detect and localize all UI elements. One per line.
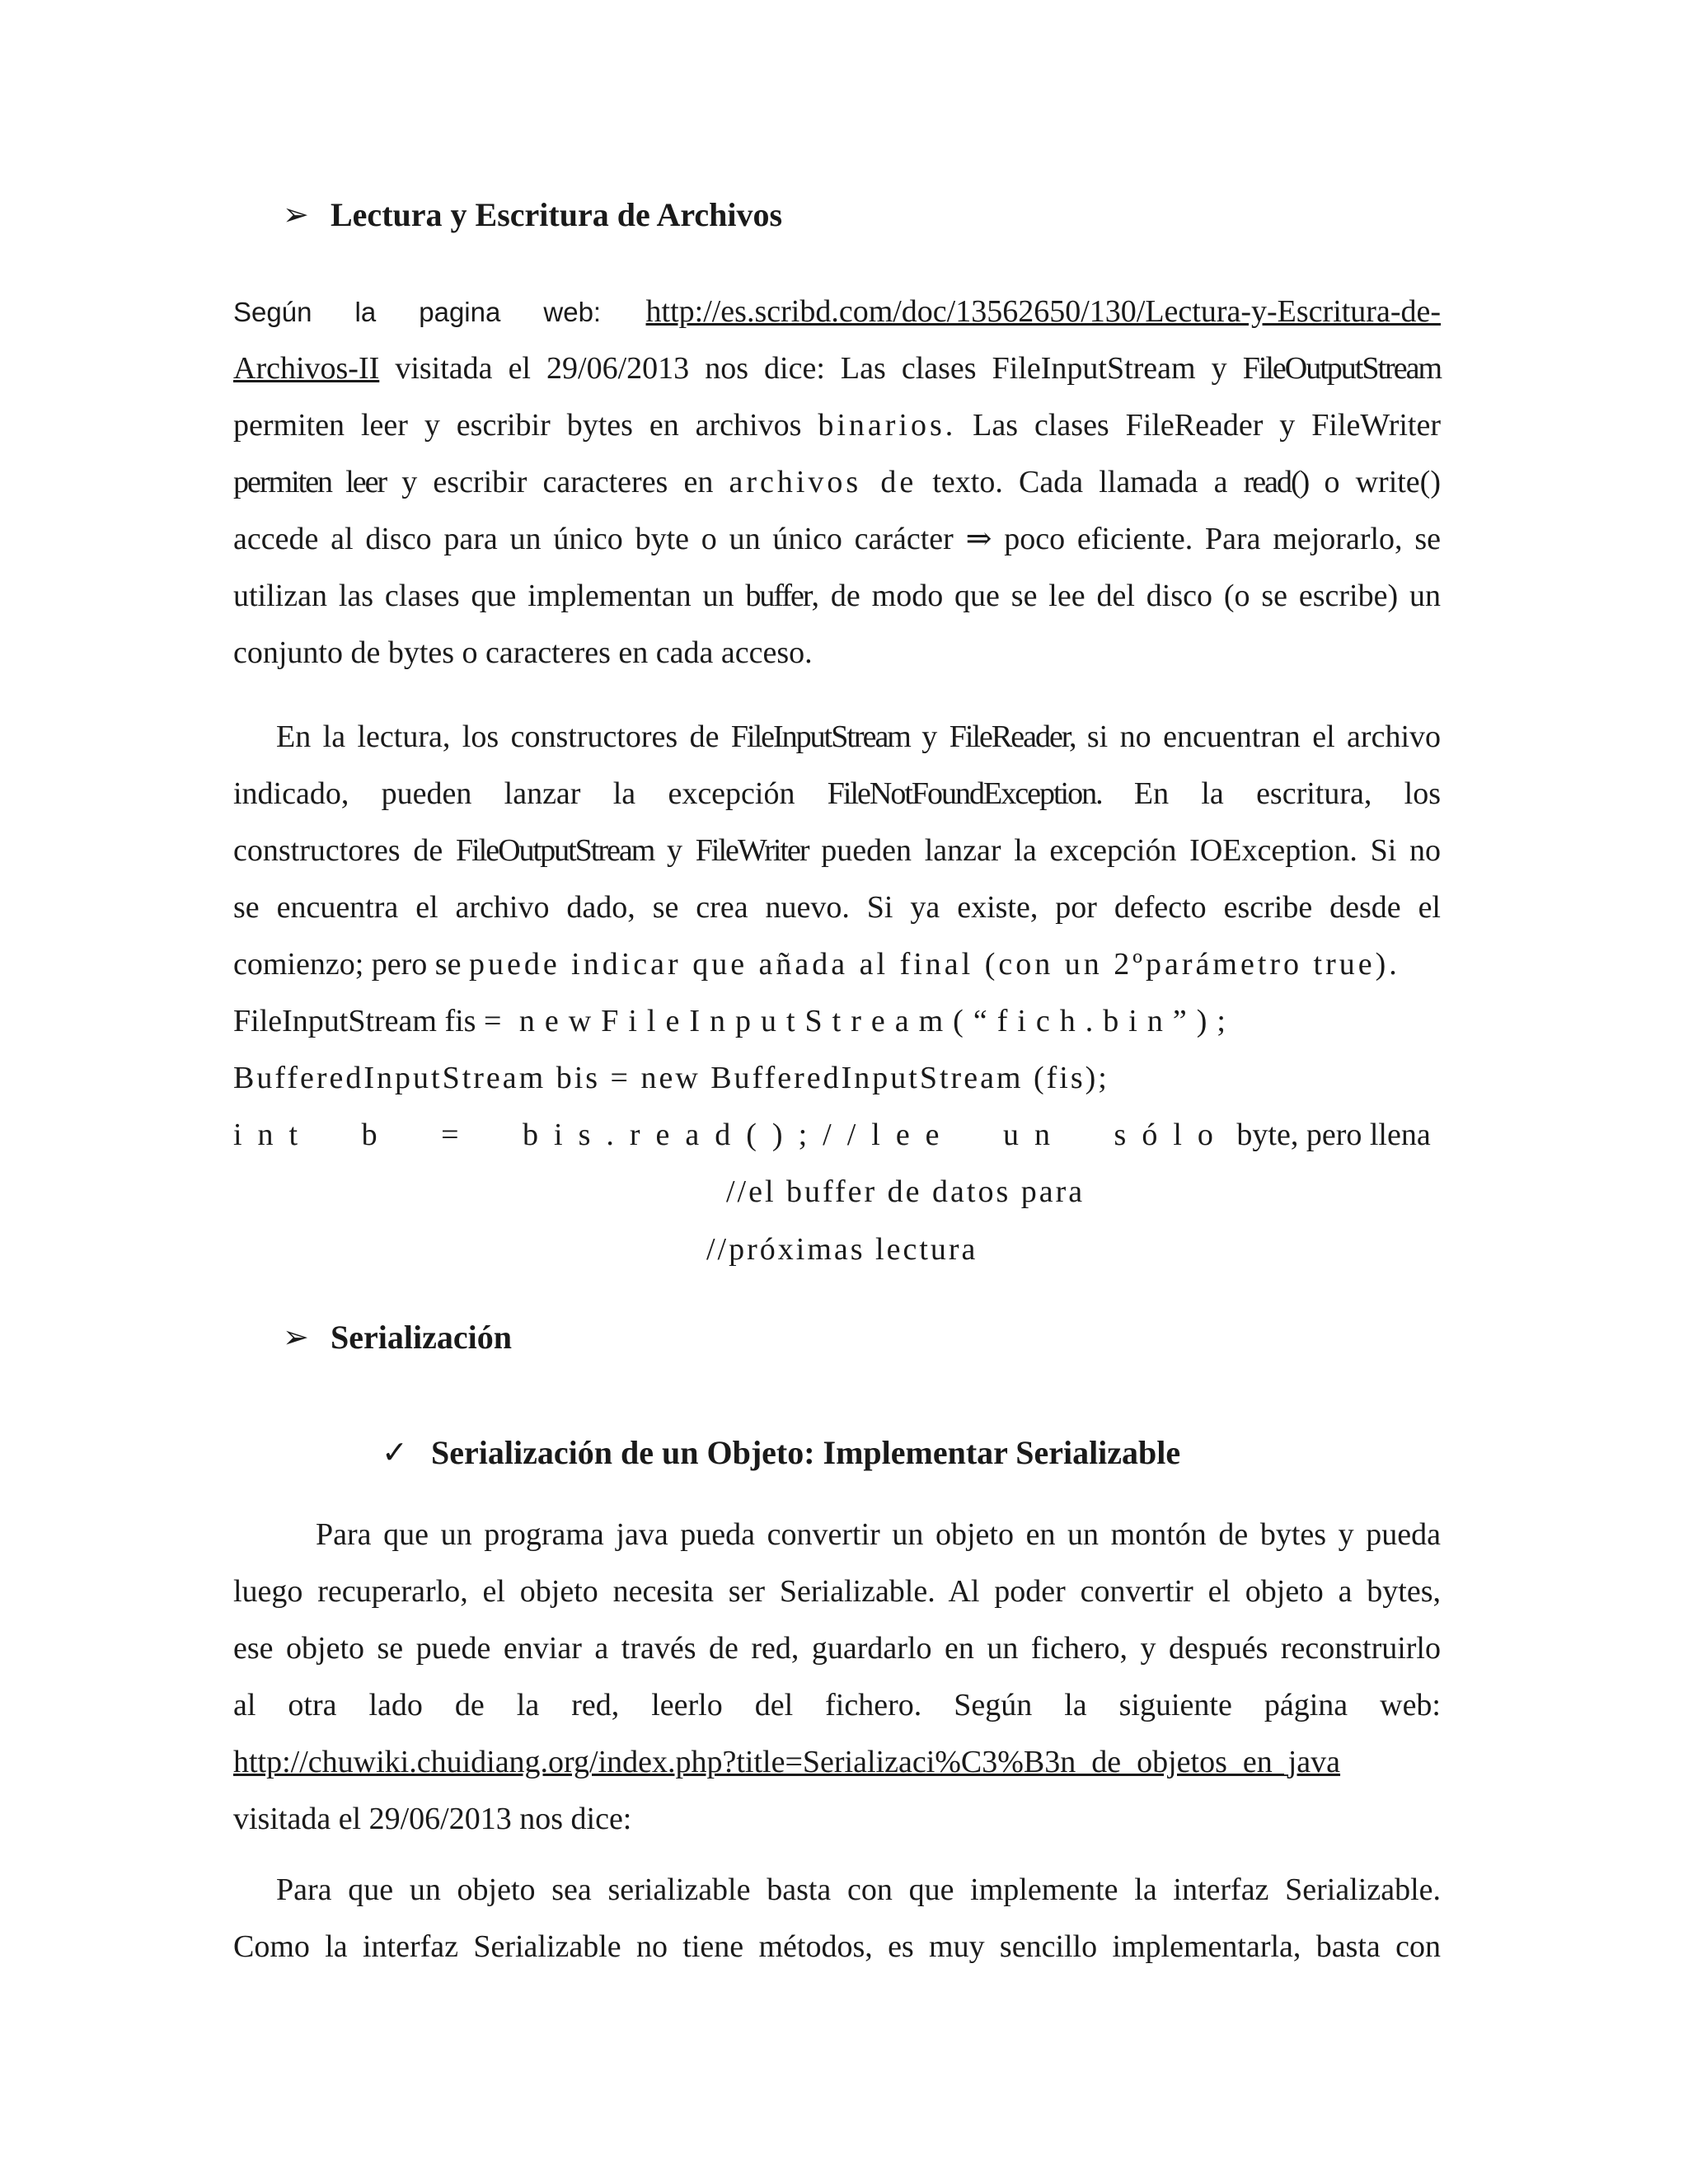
text: constructores de <box>233 833 456 868</box>
text: FileReader, <box>949 719 1076 754</box>
text: visitada el 29/06/2013 nos dice: Las clases FileInputStream y <box>379 351 1243 386</box>
text: pueden lanzar la excepción IOException. Si no <box>808 833 1442 868</box>
subsection-heading <box>382 1427 1180 1477</box>
para2-line <box>233 766 1441 823</box>
text: FileWriter <box>695 833 809 868</box>
para2-line <box>233 709 1441 766</box>
text: int b = bis.read();//lee un sólo <box>233 1118 1229 1152</box>
paragraph-1 <box>233 284 1441 682</box>
text: FileOutputStream <box>1242 351 1441 386</box>
text: si no encuentran el archivo <box>1075 719 1442 754</box>
para3-line <box>233 1734 1441 1791</box>
text: FileInputStream <box>730 719 910 754</box>
text: , de modo que se lee del disco (o se escribe) un <box>811 579 1441 613</box>
text: permiten leer <box>233 465 387 499</box>
text: newFileInputStream(“fich.bin”); <box>518 1004 1236 1038</box>
intro-text: Según la pagina web: <box>233 297 602 327</box>
code-line-3 <box>233 1107 1431 1164</box>
para1-line <box>233 397 1441 454</box>
text: read() <box>1243 465 1309 499</box>
para2-line <box>233 823 1441 879</box>
para4-line: Como la interfaz Serializable no tiene métodos, es muy sencillo implementarla, basta con <box>233 1929 1441 1964</box>
text: FileOutputStream <box>455 833 654 868</box>
text: binarios. <box>818 408 957 443</box>
code-comment-1: //el buffer de datos para <box>726 1174 1085 1209</box>
text: En la lectura, los constructores de <box>276 719 731 754</box>
para1-line <box>233 568 1441 625</box>
text: puede indicar que añada al final (con un 2ºparámetro true). <box>468 947 1400 982</box>
subsection-title: Serialización de un Objeto: Implementar Serializable <box>431 1433 1181 1471</box>
text: FileNotFoundException. <box>827 776 1102 811</box>
scribd-link-continued[interactable]: Archivos-II <box>233 351 380 386</box>
para3-line: visitada el 29/06/2013 nos dice: <box>233 1802 632 1836</box>
text: y escribir caracteres en <box>386 465 729 499</box>
code-line-2: BufferedInputStream bis = new BufferedInputStream (fis); <box>233 1061 1109 1095</box>
text: indicado, pueden lanzar la excepción <box>233 776 828 811</box>
text: y <box>654 833 696 868</box>
section-heading-serializacion <box>283 1312 512 1361</box>
arrow-bullet-icon: ➢ <box>283 1319 309 1355</box>
code-comment-2: //próximas lectura <box>706 1232 978 1267</box>
arrow-bullet-icon: ➢ <box>283 197 309 232</box>
code-line-1 <box>233 993 1236 1050</box>
para2-line: se encuentra el archivo dado, se crea nuevo. Si ya existe, por defecto escribe desde el <box>233 890 1441 925</box>
para1-line <box>233 284 1441 340</box>
text: Las clases FileReader y FileWriter <box>956 408 1441 443</box>
text: archivos de <box>729 465 917 499</box>
text: comienzo; pero se <box>233 947 469 982</box>
paragraph-4 <box>233 1862 1441 1975</box>
text: En la escritura, los <box>1101 776 1442 811</box>
para4-line: Para que un objeto sea serializable basta con que implemente la interfaz Serializable. <box>276 1872 1441 1907</box>
para3-line: Para que un programa java pueda convertir un objeto en un montón de bytes y pueda <box>316 1517 1441 1552</box>
para2-line <box>233 936 1441 993</box>
chuwiki-link[interactable]: http://chuwiki.chuidiang.org/index.php?title=Serializaci%C3%B3n_de_objetos_en_java <box>233 1745 1341 1779</box>
text: o write() <box>1308 465 1441 499</box>
text: FileInputStream fis = <box>233 1004 509 1038</box>
paragraph-2 <box>233 709 1441 993</box>
para1-line <box>233 340 1441 397</box>
para3-line: al otra lado de la red, leerlo del fichero. Según la siguiente página web: <box>233 1688 1441 1722</box>
paragraph-3 <box>233 1507 1441 1848</box>
text: permiten leer y escribir bytes en archivos <box>233 408 818 443</box>
section-heading-lectura <box>283 190 782 239</box>
text: y <box>909 719 950 754</box>
para1-line: accede al disco para un único byte o un único carácter ⇒ poco eficiente. Para mejorarlo, se <box>233 522 1441 556</box>
para1-line: conjunto de bytes o caracteres en cada acceso. <box>233 635 813 670</box>
text: utilizan las clases que implementan un <box>233 579 746 613</box>
checkmark-bullet-icon: ✓ <box>382 1435 408 1470</box>
text: buffer <box>745 579 812 613</box>
para1-line <box>233 454 1441 511</box>
section-title: Serialización <box>331 1318 512 1356</box>
para3-line: ese objeto se puede enviar a través de red, guardarlo en un fichero, y después reconstruirlo <box>233 1631 1441 1666</box>
text: texto. Cada llamada a <box>917 465 1244 499</box>
text: byte, pero llena <box>1228 1118 1431 1152</box>
scribd-link[interactable]: http://es.scribd.com/doc/13562650/130/Lectura-y-Escritura-de- <box>645 294 1442 329</box>
section-title: Lectura y Escritura de Archivos <box>331 195 783 233</box>
para3-line: luego recuperarlo, el objeto necesita ser Serializable. Al poder convertir el objeto a bytes, <box>233 1574 1441 1609</box>
